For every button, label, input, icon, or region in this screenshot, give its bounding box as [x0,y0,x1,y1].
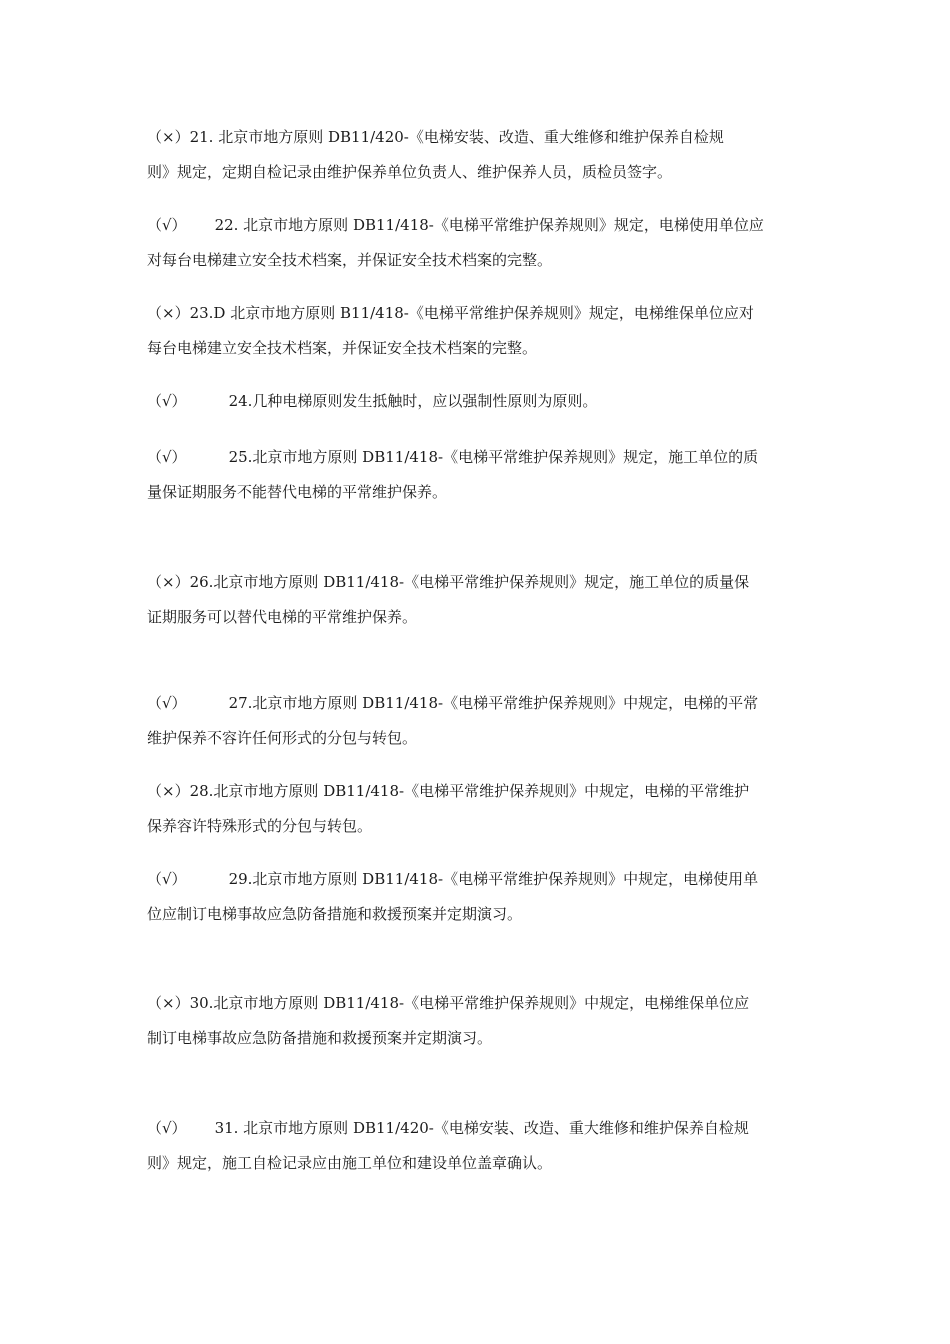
list-item [147,120,812,190]
question-text-line2: 证期服务可以替代电梯的平常维护保养。 [147,608,418,626]
question-text-line2: 制订电梯事故应急防备措施和救援预案并定期演习。 [147,1029,493,1047]
question-text-line1: 23.D 北京市地方原则 B11/418-《电梯平常维护保养规则》规定，电梯维保单位应对 [189,304,754,322]
list-item [147,565,812,635]
question-text-line1: 24.几种电梯原则发生抵触时，应以强制性原则为原则。 [228,392,598,410]
answer-mark: （√） [147,392,187,410]
answer-mark: （√） [147,216,187,234]
answer-mark: （×） [147,128,190,146]
question-text-line1: 26.北京市地方原则 DB11/418-《电梯平常维护保养规则》规定，施工单位的质量保 [189,573,750,591]
list-item [147,296,812,366]
question-text-line2: 量保证期服务不能替代电梯的平常维护保养。 [147,483,448,501]
question-text-line1: 27.北京市地方原则 DB11/418-《电梯平常维护保养规则》中规定，电梯的平常 [228,694,759,712]
question-text-line2: 保养容许特殊形式的分包与转包。 [147,817,373,835]
question-text-line2: 则》规定，施工自检记录应由施工单位和建设单位盖章确认。 [147,1154,553,1172]
question-text-line1: 29.北京市地方原则 DB11/418-《电梯平常维护保养规则》中规定，电梯使用单 [228,870,759,888]
list-item [147,986,812,1056]
list-item [147,862,812,932]
question-text-line1: 22. 北京市地方原则 DB11/418-《电梯平常维护保养规则》规定，电梯使用单位应 [214,216,764,234]
answer-mark: （√） [147,870,187,888]
list-item [147,1111,812,1181]
question-text-line2: 每台电梯建立安全技术档案，并保证安全技术档案的完整。 [147,339,538,357]
question-text-line2: 对每台电梯建立安全技术档案，并保证安全技术档案的完整。 [147,251,553,269]
answer-mark: （√） [147,1119,187,1137]
answer-mark: （×） [147,994,190,1012]
answer-mark: （√） [147,448,187,466]
question-text-line1: 28.北京市地方原则 DB11/418-《电梯平常维护保养规则》中规定，电梯的平常维护 [189,782,750,800]
list-item [147,384,812,419]
question-text-line1: 25.北京市地方原则 DB11/418-《电梯平常维护保养规则》规定，施工单位的质 [228,448,759,466]
answer-mark: （×） [147,782,190,800]
list-item [147,774,812,844]
list-item [147,208,812,278]
answer-mark: （×） [147,573,190,591]
answer-mark: （×） [147,304,190,322]
list-item [147,686,812,756]
list-item [147,440,812,510]
question-text-line2: 位应制订电梯事故应急防备措施和救援预案并定期演习。 [147,905,523,923]
question-text-line1: 31. 北京市地方原则 DB11/420-《电梯安装、改造、重大维修和维护保养自检规 [214,1119,749,1137]
answer-mark: （√） [147,694,187,712]
question-text-line2: 维护保养不容许任何形式的分包与转包。 [147,729,418,747]
question-text-line2: 则》规定，定期自检记录由维护保养单位负责人、维护保养人员，质检员签字。 [147,163,673,181]
question-text-line1: 30.北京市地方原则 DB11/418-《电梯平常维护保养规则》中规定，电梯维保单位应 [189,994,750,1012]
question-text-line1: 21. 北京市地方原则 DB11/420-《电梯安装、改造、重大维修和维护保养自检规 [189,128,724,146]
